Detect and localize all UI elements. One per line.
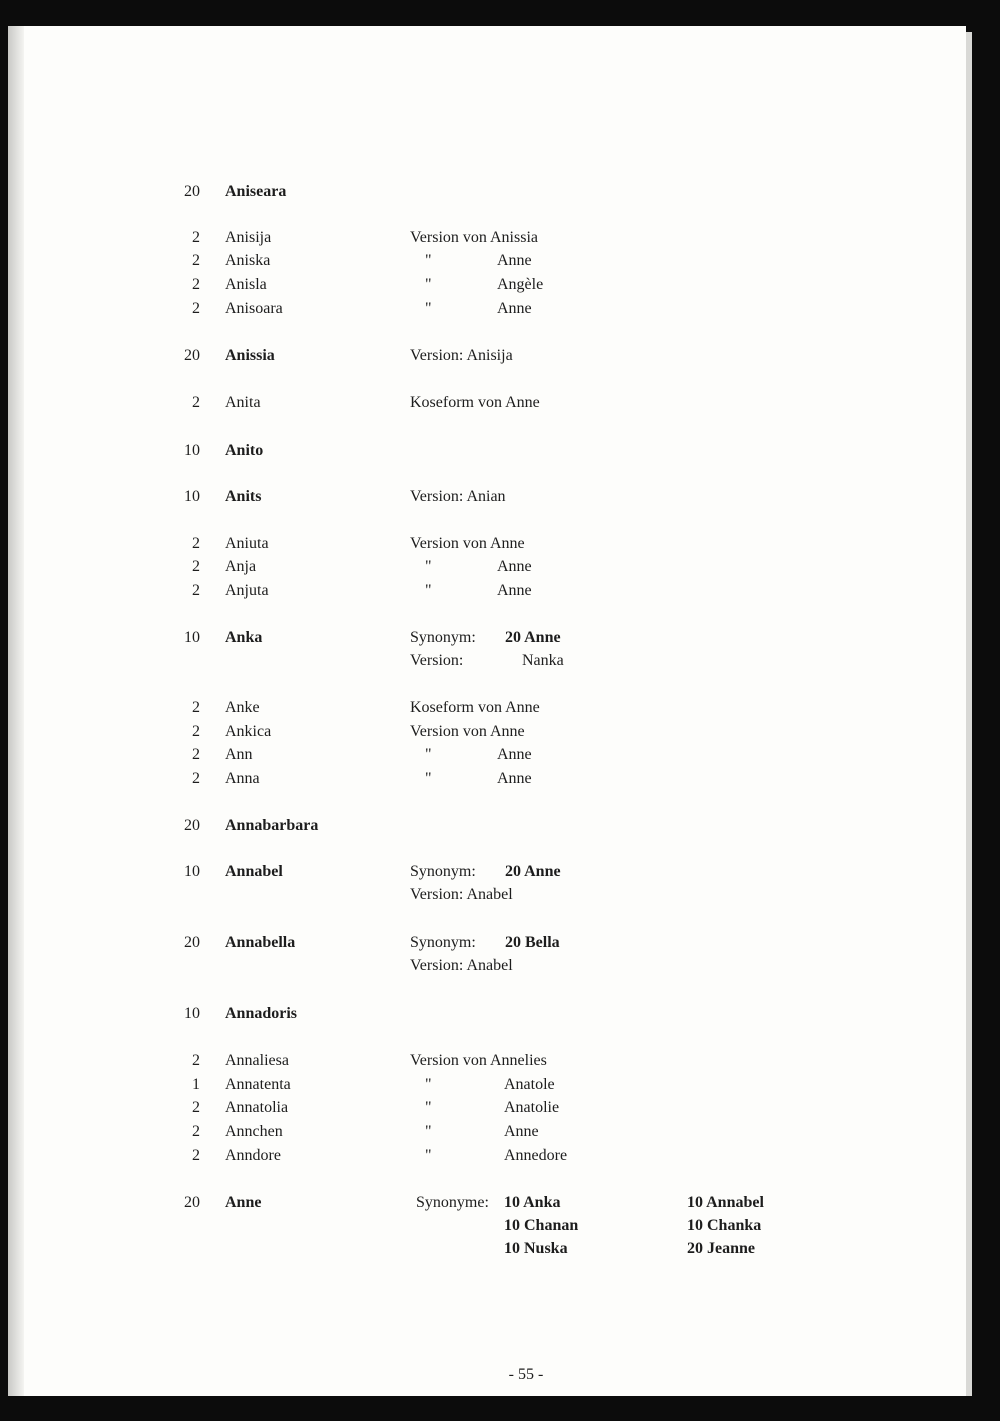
entry-row — [8, 555, 966, 579]
entry-description: Version von Anissia — [410, 229, 538, 246]
entry-row — [8, 532, 966, 556]
entry-name: Annabarbara — [225, 817, 319, 834]
entry-name: Anka — [225, 629, 263, 646]
book-page — [8, 26, 966, 1396]
entry-number: 10 — [184, 863, 200, 880]
entry-number: 2 — [192, 394, 200, 411]
entry-number: 2 — [192, 1147, 200, 1164]
entry-name: Anita — [225, 394, 261, 411]
synonym-value: 10 Annabel — [687, 1194, 764, 1211]
entry-row — [8, 273, 966, 297]
ditto-mark: " — [425, 558, 432, 575]
ditto-mark: " — [425, 1123, 432, 1140]
entry-name: Anndore — [225, 1147, 281, 1164]
entry-row — [8, 1120, 966, 1144]
entry-row — [8, 1144, 966, 1168]
entry-row — [8, 696, 966, 720]
entry-number: 20 — [184, 183, 200, 200]
synonym-label: Synonyme: — [416, 1194, 489, 1211]
entry-name: Annatolia — [225, 1099, 289, 1116]
entry-name: Aniuta — [225, 535, 269, 552]
entry-row — [8, 1002, 966, 1026]
entry-number: 2 — [192, 229, 200, 246]
entry-row — [8, 391, 966, 415]
entry-value: Anne — [497, 252, 532, 269]
ditto-mark: " — [425, 746, 432, 763]
ditto-mark: " — [425, 1147, 432, 1164]
entry-value: Anatolie — [504, 1099, 560, 1116]
entry-name: Ankica — [225, 723, 272, 740]
synonym-value: 10 Anka — [504, 1194, 561, 1211]
entry-name: Annabella — [225, 934, 296, 951]
entry-name: Anisija — [225, 229, 272, 246]
entry-row — [8, 579, 966, 603]
entry-value: Annedore — [504, 1147, 568, 1164]
entry-row — [8, 249, 966, 273]
entry-number: 2 — [192, 276, 200, 293]
entry-number: 2 — [192, 582, 200, 599]
entry-name: Anissia — [225, 347, 275, 364]
entry-number: 10 — [184, 442, 200, 459]
entry-number: 1 — [192, 1076, 200, 1093]
version-label: Version: — [410, 652, 464, 669]
synonym-value: 10 Nuska — [504, 1240, 568, 1257]
entry-name: Anne — [225, 1194, 262, 1211]
entry-value: Anne — [497, 582, 532, 599]
entry-value: Anne — [497, 746, 532, 763]
entry-number: 20 — [184, 347, 200, 364]
entry-number: 20 — [184, 934, 200, 951]
ditto-mark: " — [425, 300, 432, 317]
entry-row — [8, 1096, 966, 1120]
entry-name: Anits — [225, 488, 262, 505]
entry-row — [8, 860, 966, 884]
entry-name: Anisla — [225, 276, 267, 293]
synonym-value: 20 Anne — [505, 863, 561, 880]
entry-name: Annatenta — [225, 1076, 291, 1093]
entry-name: Anke — [225, 699, 260, 716]
synonym-label: Synonym: — [410, 863, 476, 880]
entry-row — [8, 297, 966, 321]
entry-description: Version: Anabel — [410, 957, 513, 974]
entry-name: Aniseara — [225, 183, 287, 200]
entry-value: Anne — [497, 558, 532, 575]
entry-value: Angèle — [497, 276, 544, 293]
entry-name: Anjuta — [225, 582, 269, 599]
synonym-value: 20 Bella — [505, 934, 560, 951]
ditto-mark: " — [425, 276, 432, 293]
entry-name: Annabel — [225, 863, 283, 880]
entry-description: Version von Anne — [410, 723, 525, 740]
entry-name: Annaliesa — [225, 1052, 289, 1069]
synonym-label: Synonym: — [410, 629, 476, 646]
entry-value: Anne — [504, 1123, 539, 1140]
entry-row — [8, 1191, 966, 1215]
entry-number: 2 — [192, 1099, 200, 1116]
entry-number: 2 — [192, 1123, 200, 1140]
entry-row — [8, 1073, 966, 1097]
entry-row — [8, 1237, 966, 1261]
entry-row — [8, 931, 966, 955]
entry-number: 10 — [184, 1005, 200, 1022]
entry-description: Koseform von Anne — [410, 394, 540, 411]
entry-row — [8, 767, 966, 791]
entry-row — [8, 485, 966, 509]
entry-description: Version von Annelies — [410, 1052, 547, 1069]
entry-value: Anne — [497, 770, 532, 787]
synonym-value: 20 Jeanne — [687, 1240, 755, 1257]
ditto-mark: " — [425, 252, 432, 269]
entry-name: Annchen — [225, 1123, 283, 1140]
entry-description: Koseform von Anne — [410, 699, 540, 716]
entry-number: 2 — [192, 746, 200, 763]
synonym-label: Synonym: — [410, 934, 476, 951]
entry-value: Anatole — [504, 1076, 555, 1093]
entry-row — [8, 439, 966, 463]
entry-number: 2 — [192, 252, 200, 269]
entry-number: 2 — [192, 1052, 200, 1069]
entry-name: Anja — [225, 558, 257, 575]
page-number: - 55 - — [508, 1366, 544, 1383]
synonym-value: 20 Anne — [505, 629, 561, 646]
entry-row — [8, 226, 966, 250]
ditto-mark: " — [425, 1099, 432, 1116]
entry-row — [8, 814, 966, 838]
entry-row — [8, 720, 966, 744]
ditto-mark: " — [425, 1076, 432, 1093]
synonym-value: 10 Chanka — [687, 1217, 762, 1234]
entry-name: Aniska — [225, 252, 271, 269]
entry-number: 2 — [192, 770, 200, 787]
entry-name: Anna — [225, 770, 260, 787]
ditto-mark: " — [425, 582, 432, 599]
entry-row — [8, 180, 966, 204]
entry-name: Annadoris — [225, 1005, 298, 1022]
entry-row — [8, 954, 966, 978]
entry-row — [8, 743, 966, 767]
version-value: Nanka — [522, 652, 564, 669]
entry-value: Anne — [497, 300, 532, 317]
entry-name: Anisoara — [225, 300, 283, 317]
entry-number: 2 — [192, 558, 200, 575]
entry-row — [8, 649, 966, 673]
entry-number: 2 — [192, 535, 200, 552]
entry-row — [8, 344, 966, 368]
ditto-mark: " — [425, 770, 432, 787]
entry-number: 10 — [184, 488, 200, 505]
entry-description: Version von Anne — [410, 535, 525, 552]
entry-number: 10 — [184, 629, 200, 646]
synonym-value: 10 Chanan — [504, 1217, 579, 1234]
entry-number: 20 — [184, 1194, 200, 1211]
entry-description: Version: Anisija — [410, 347, 513, 364]
entry-description: Version: Anian — [410, 488, 506, 505]
entry-row — [8, 1214, 966, 1238]
entry-name: Ann — [225, 746, 253, 763]
entry-name: Anito — [225, 442, 264, 459]
entry-number: 2 — [192, 699, 200, 716]
entry-description: Version: Anabel — [410, 886, 513, 903]
entry-number: 2 — [192, 723, 200, 740]
entry-row — [8, 883, 966, 907]
entry-row — [8, 626, 966, 650]
entry-row — [8, 1049, 966, 1073]
entry-number: 2 — [192, 300, 200, 317]
entry-number: 20 — [184, 817, 200, 834]
